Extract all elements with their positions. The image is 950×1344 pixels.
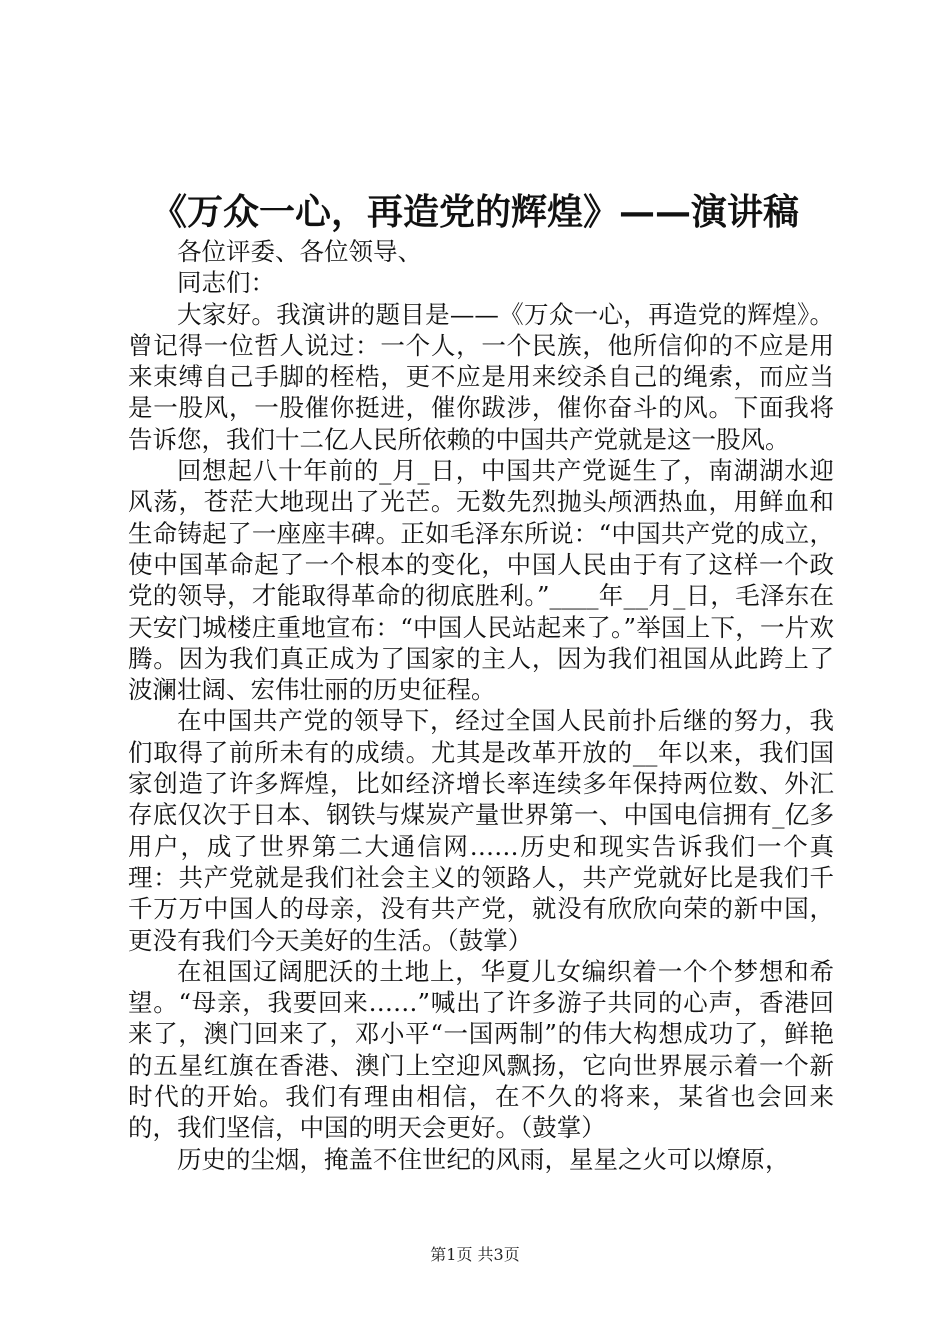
paragraph-4: 在祖国辽阔肥沃的土地上，华夏儿女编织着一个个梦想和希望。“母亲，我要回来……”喊出了许多游子共同的心声，香港回来了，澳门回来了，邓小平“一国两制”的伟大构想成功了，鲜艳的五星红旗在香港、澳门上空迎风飘扬，它向世界展示着一个新时代的开始。我们有理由相信，在不久的将来，某省也会回来的，我们坚信，中国的明天会更好。（鼓掌）: [128, 956, 834, 1143]
salutation-line-2: 同志们：: [177, 268, 275, 298]
paragraph-5: 历史的尘烟，掩盖不住世纪的风雨，星星之火可以燎原，: [177, 1144, 790, 1174]
document-title: 《万众一心，再造党的辉煌》——演讲稿: [150, 191, 799, 233]
paragraph-2: 回想起八十年前的_月_日，中国共产党诞生了，南湖湖水迎风荡，苍茫大地现出了光芒。无数先烈抛头颅洒热血，用鲜血和生命铸起了一座座丰碑。正如毛泽东所说：“中国共产党的成立，使中国革命起了一个根本的变化，中国人民由于有了这样一个政党的领导，才能取得革命的彻底胜利。”____年__月_日，毛泽东在天安门城楼庄重地宣布：“中国人民站起来了。”举国上下，一片欢腾。因为我们真正成为了国家的主人，因为我们祖国从此跨上了波澜壮阔、宏伟壮丽的历史征程。: [128, 456, 834, 705]
salutation-line-1: 各位评委、各位领导、: [177, 237, 422, 266]
paragraph-3: 在中国共产党的领导下，经过全国人民前扑后继的努力，我们取得了前所未有的成绩。尤其是改革开放的__年以来，我们国家创造了许多辉煌，比如经济增长率连续多年保持两位数、外汇存底仅次于日本、钢铁与煤炭产量世界第一、中国电信拥有_亿多用户，成了世界第二大通信网……历史和现实告诉我们一个真理：共产党就是我们社会主义的领路人，共产党就好比是我们千千万万中国人的母亲，没有共产党，就没有欣欣向荣的新中国，更没有我们今天美好的生活。（鼓掌）: [128, 706, 834, 955]
page-footer: 第1页 共3页: [430, 1245, 520, 1264]
paragraph-1: 大家好。我演讲的题目是——《万众一心，再造党的辉煌》。曾记得一位哲人说过：一个人，一个民族，他所信仰的不应是用来束缚自己手脚的桎梏，更不应是用来绞杀自己的绳索，而应当是一股风，一股催你挺进，催你跋涉，催你奋斗的风。下面我将告诉您，我们十二亿人民所依赖的中国共产党就是这一股风。: [128, 299, 834, 454]
document-body: [128, 236, 834, 1175]
